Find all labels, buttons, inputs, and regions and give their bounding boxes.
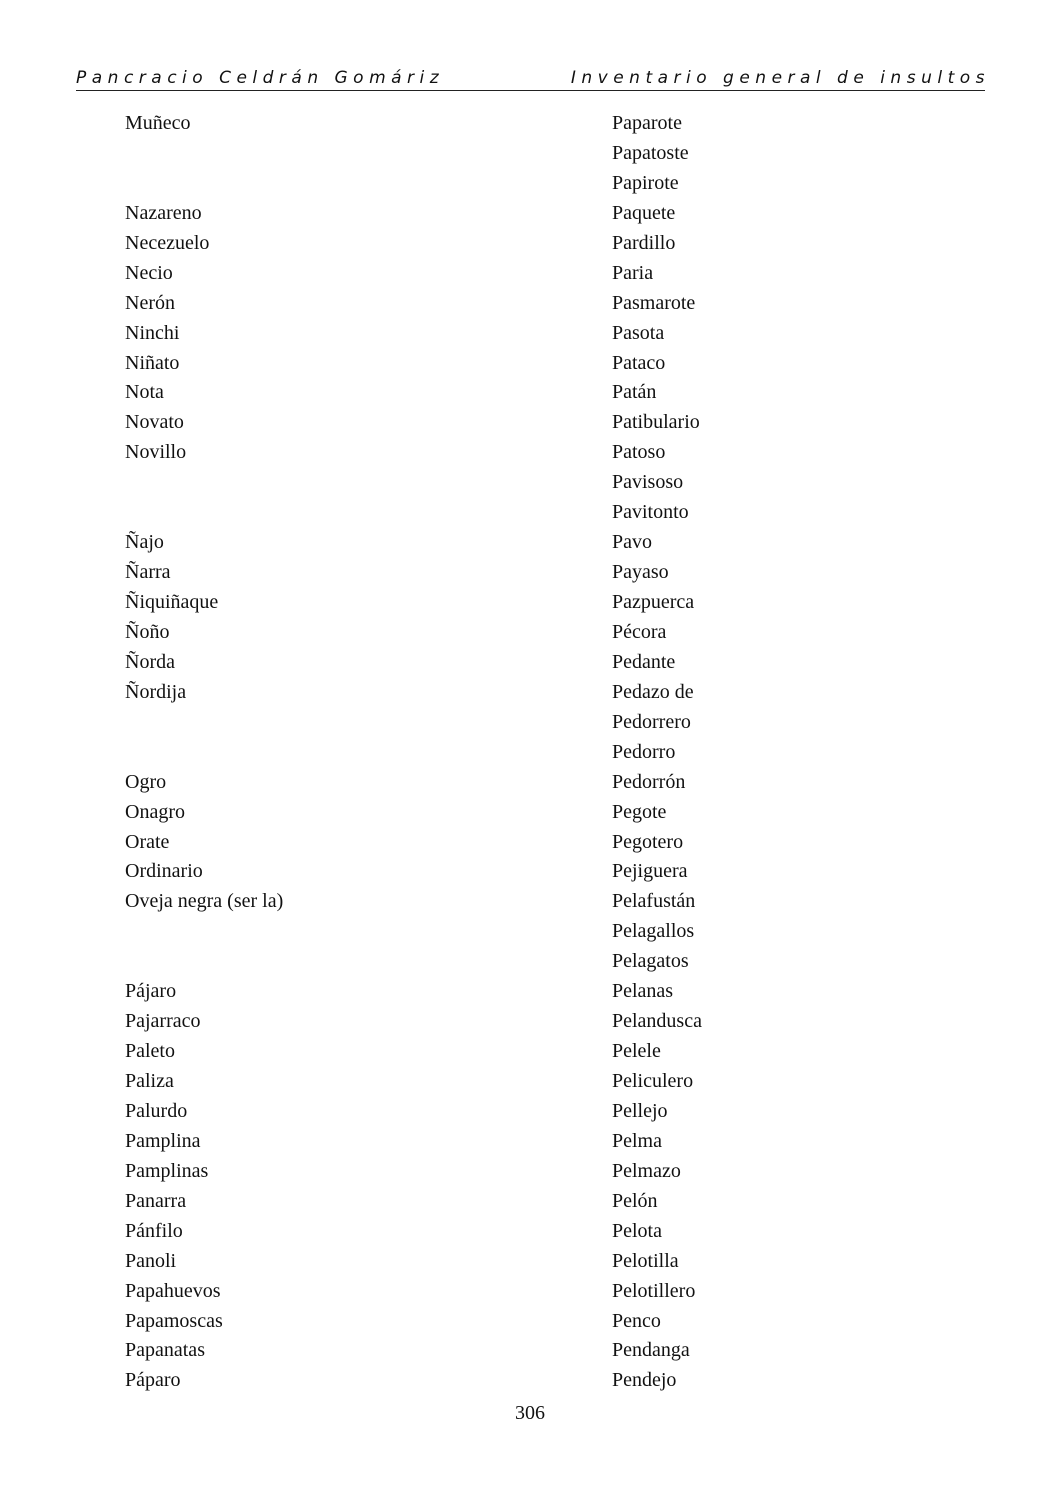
word-entry: Pamplinas xyxy=(125,1159,209,1182)
blank-line xyxy=(125,917,545,947)
word-entry: Orate xyxy=(125,830,170,853)
word-entry: Pejiguera xyxy=(612,860,688,883)
word-entry: Papahuevos xyxy=(125,1279,221,1302)
word-entry: Ñoño xyxy=(125,620,170,643)
blank-line xyxy=(125,139,545,169)
running-header xyxy=(76,66,990,91)
word-entry: Onagro xyxy=(125,800,185,823)
blank-line xyxy=(125,708,545,738)
word-entry: Pardillo xyxy=(612,231,676,254)
word-entry: Nerón xyxy=(125,291,175,314)
word-entry: Ñorda xyxy=(125,650,175,673)
word-entry: Niñato xyxy=(125,351,180,374)
word-entry: Pasmarote xyxy=(612,291,696,314)
word-entry: Pasota xyxy=(612,321,665,344)
word-entry: Pécora xyxy=(612,620,667,643)
word-entry: Pelanas xyxy=(612,980,674,1003)
word-entry: Pegotero xyxy=(612,830,684,853)
word-entry: Pamplina xyxy=(125,1129,201,1152)
word-entry: Panarra xyxy=(125,1189,187,1212)
word-entry: Oveja negra (ser la) xyxy=(125,890,284,913)
blank-line xyxy=(125,738,545,768)
word-entry: Paparote xyxy=(612,112,682,134)
word-entry: Pedorrero xyxy=(612,710,691,733)
word-entry: Nazareno xyxy=(125,201,202,224)
word-entry: Nota xyxy=(125,381,164,404)
blank-line xyxy=(125,498,545,528)
word-entry: Pavisoso xyxy=(612,471,684,494)
word-entry: Pelotillero xyxy=(612,1279,696,1302)
word-entry: Pájaro xyxy=(125,980,177,1003)
word-entry: Papirote xyxy=(612,171,679,194)
header-book-title: Inventario general de insultos xyxy=(570,68,990,88)
word-entry: Pellejo xyxy=(612,1099,668,1122)
word-entry: Patibulario xyxy=(612,411,700,434)
header-author: Pancracio Celdrán Gomáriz xyxy=(76,68,445,88)
word-entry: Papamoscas xyxy=(125,1309,223,1332)
word-entry: Pelagatos xyxy=(612,950,689,973)
word-entry: Panoli xyxy=(125,1249,177,1272)
blank-line xyxy=(125,947,545,977)
word-entry: Papatoste xyxy=(612,141,689,164)
word-entry: Patán xyxy=(612,381,657,404)
word-entry: Pelandusca xyxy=(612,1010,702,1033)
word-entry: Ñiquiñaque xyxy=(125,591,219,613)
left-word-column xyxy=(125,109,545,1396)
word-entry: Ninchi xyxy=(125,321,180,344)
word-entry: Pelmazo xyxy=(612,1159,681,1182)
blank-line xyxy=(125,468,545,498)
word-entry: Penco xyxy=(612,1309,661,1332)
word-entry: Pendejo xyxy=(612,1369,677,1392)
word-entry: Pelagallos xyxy=(612,920,695,943)
word-entry: Pelotilla xyxy=(612,1249,679,1272)
word-entry: Palurdo xyxy=(125,1099,188,1122)
word-entry: Paquete xyxy=(612,201,676,224)
word-entry: Pedazo de xyxy=(612,680,694,703)
word-entry: Pegote xyxy=(612,800,667,823)
word-entry: Pánfilo xyxy=(125,1219,183,1242)
right-word-column xyxy=(612,109,992,1396)
word-entry: Peliculero xyxy=(612,1070,694,1092)
word-entry: Patoso xyxy=(612,441,666,464)
word-entry: Pendanga xyxy=(612,1339,690,1362)
word-entry: Papanatas xyxy=(125,1339,205,1362)
word-entry: Paliza xyxy=(125,1070,174,1092)
word-entry: Pavitonto xyxy=(612,501,689,524)
word-entry: Ordinario xyxy=(125,860,203,883)
word-entry: Muñeco xyxy=(125,112,191,134)
word-entry: Ogro xyxy=(125,770,167,793)
word-entry: Novato xyxy=(125,411,184,434)
word-entry: Pazpuerca xyxy=(612,591,695,613)
blank-line xyxy=(125,169,545,199)
word-entry: Novillo xyxy=(125,441,187,464)
page-number: 306 xyxy=(515,1402,545,1424)
word-entry: Páparo xyxy=(125,1369,181,1392)
word-entry: Paria xyxy=(612,261,654,284)
word-entry: Ñarra xyxy=(125,561,171,584)
word-entry: Necio xyxy=(125,261,173,284)
word-entry: Pelota xyxy=(612,1219,662,1242)
word-entry: Necezuelo xyxy=(125,231,210,254)
word-entry: Pavo xyxy=(612,531,652,554)
word-entry: Payaso xyxy=(612,561,669,584)
word-entry: Pedante xyxy=(612,650,676,673)
word-entry: Pedorrón xyxy=(612,770,686,793)
word-entry: Ñordija xyxy=(125,680,187,703)
word-entry: Pelafustán xyxy=(612,890,696,913)
word-entry: Pataco xyxy=(612,351,666,374)
word-entry: Ñajo xyxy=(125,531,164,554)
word-entry: Pelón xyxy=(612,1189,658,1212)
word-entry: Pedorro xyxy=(612,740,676,763)
word-entry: Pelma xyxy=(612,1129,662,1152)
word-entry: Pajarraco xyxy=(125,1010,201,1033)
word-entry: Pelele xyxy=(612,1040,661,1063)
word-entry: Paleto xyxy=(125,1040,175,1063)
